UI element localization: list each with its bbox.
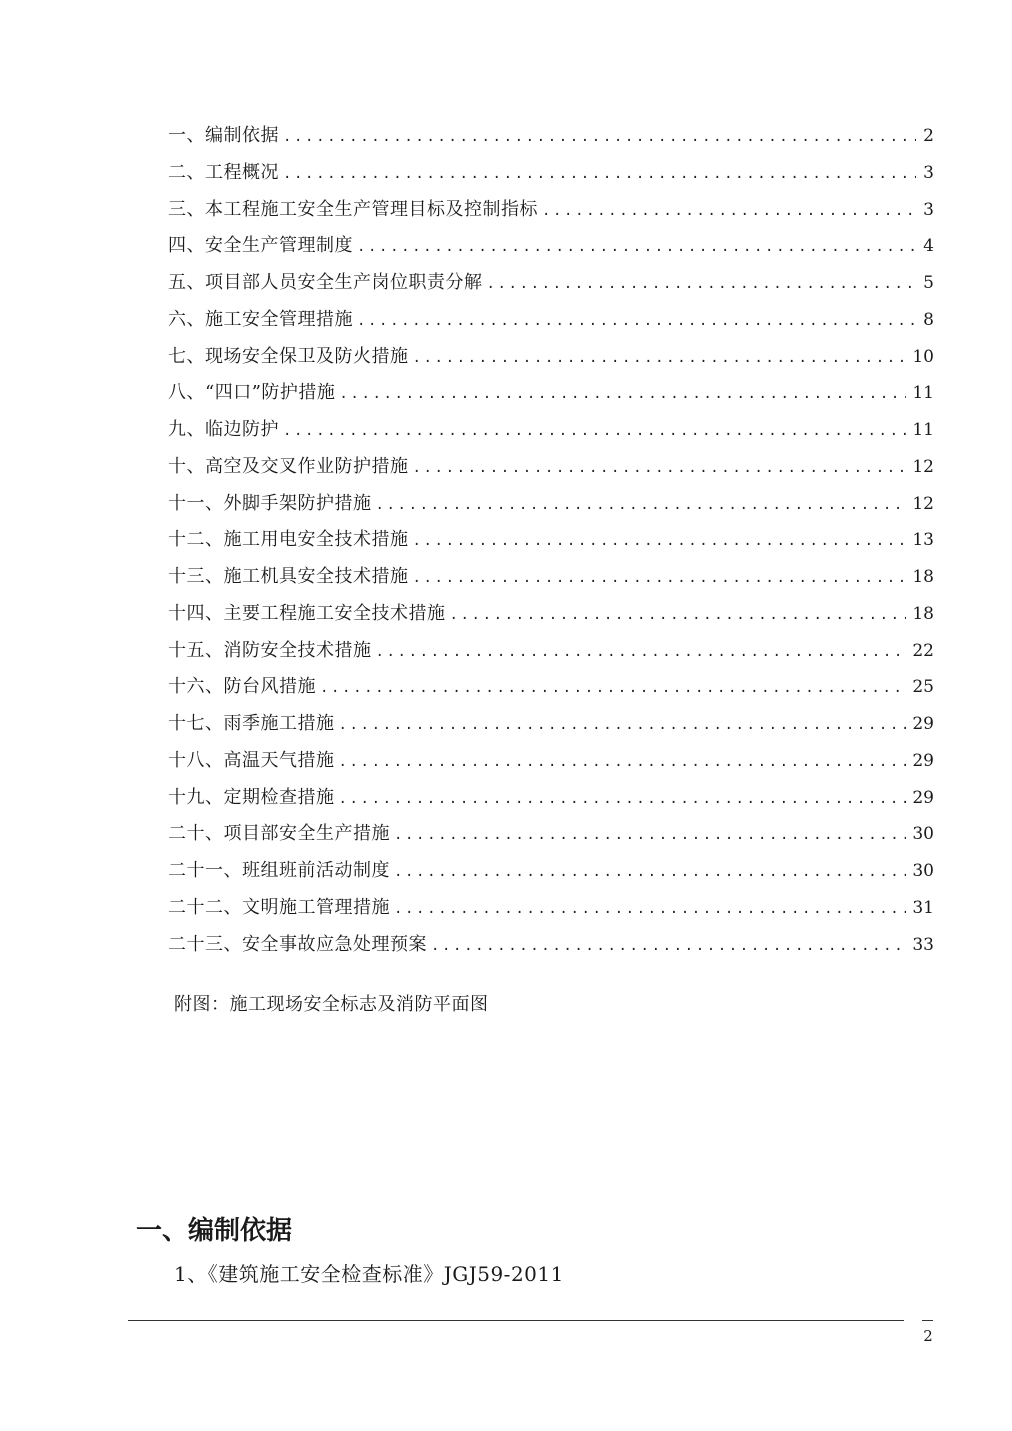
toc-entry-title: 六、施工安全管理措施 [168,308,353,330]
toc-dot-leader [394,817,906,854]
toc-dot-leader [431,928,906,965]
toc-entry[interactable] [168,669,934,706]
toc-entry-title: 十五、消防安全技术措施 [168,639,372,661]
toc-entry[interactable] [168,853,934,890]
toc-entry-page: 29 [912,787,934,808]
toc-entry-page: 11 [912,383,934,404]
toc-entry[interactable] [168,816,934,853]
toc-dot-leader [413,450,907,487]
toc-entry-title: 四、安全生产管理制度 [168,235,353,257]
toc-entry-title: 七、现场安全保卫及防火措施 [168,345,409,367]
toc-dot-leader [413,560,907,597]
toc-entry-title: 二十、项目部安全生产措施 [168,823,390,845]
toc-entry-title: 八、“四口”防护措施 [168,382,336,404]
footer-tick [922,1320,933,1321]
toc-dot-leader [450,597,907,634]
toc-entry-page: 3 [923,199,934,220]
toc-entry-page: 5 [923,273,934,293]
toc-dot-leader [283,413,906,450]
toc-entry-page: 12 [912,456,934,477]
toc-entry-title: 十八、高温天气措施 [168,749,335,771]
toc-entry-title: 十一、外脚手架防护措施 [168,492,372,514]
toc-dot-leader [357,303,916,340]
toc-entry-page: 30 [912,861,934,881]
toc-entry-page: 2 [923,126,934,146]
toc-entry[interactable] [168,743,934,780]
toc-dot-leader [394,891,906,928]
toc-dot-leader [487,266,917,303]
toc-entry-title: 五、项目部人员安全生产岗位职责分解 [168,272,483,293]
toc-entry[interactable] [168,302,934,339]
toc-entry-title: 二十一、班组班前活动制度 [168,860,390,881]
toc-entry-page: 10 [912,346,934,367]
toc-entry-title: 二、工程概况 [168,161,279,183]
toc-entry-page: 11 [912,420,934,440]
toc-entry[interactable] [168,412,934,449]
toc-dot-leader [413,523,907,560]
toc-entry-title: 二十二、文明施工管理措施 [168,896,390,918]
toc-entry[interactable] [168,375,934,412]
toc-entry-page: 31 [912,897,934,918]
toc-entry-title: 一、编制依据 [168,125,279,146]
toc-entry-title: 九、临边防护 [168,419,279,440]
section-heading: 一、编制依据 [136,1216,293,1246]
toc-entry[interactable] [168,890,934,927]
toc-entry-page: 30 [912,824,934,845]
toc-dot-leader [542,193,916,230]
toc-entry-title: 十六、防台风措施 [168,676,316,698]
toc-entry-page: 3 [923,162,934,183]
toc-entry[interactable] [168,706,934,743]
toc-entry[interactable] [168,927,934,964]
toc-dot-leader [320,670,906,707]
toc-entry-page: 8 [923,309,934,330]
toc-entry[interactable] [168,633,934,670]
toc-entry[interactable] [168,449,934,486]
toc-entry-page: 29 [912,714,934,734]
toc-entry-title: 十九、定期检查措施 [168,786,335,808]
toc-entry[interactable] [168,228,934,265]
toc-dot-leader [339,781,907,818]
toc-entry-title: 十三、施工机具安全技术措施 [168,566,409,587]
toc-dot-leader [376,487,907,524]
toc-entry-page: 29 [912,750,934,771]
footer-rule [128,1320,904,1321]
toc-entry[interactable] [168,265,934,302]
toc-entry-page: 33 [912,934,934,955]
toc-entry-title: 十、高空及交叉作业防护措施 [168,455,409,477]
toc-entry[interactable] [168,192,934,229]
toc-entry[interactable] [168,559,934,596]
toc-entry-page: 4 [923,236,934,257]
toc-dot-leader [339,707,907,744]
toc-dot-leader [376,634,907,671]
toc-entry[interactable] [168,596,934,633]
toc-entry-page: 22 [912,640,934,661]
toc-dot-leader [283,156,916,193]
toc-entry-title: 十七、雨季施工措施 [168,713,335,734]
toc-dot-leader [357,229,916,266]
toc-entry-page: 13 [912,530,934,551]
toc-entry-title: 三、本工程施工安全生产管理目标及控制指标 [168,198,538,220]
toc-dot-leader [413,340,907,377]
toc-entry[interactable] [168,522,934,559]
toc-entry-title: 二十三、安全事故应急处理预案 [168,933,427,955]
toc-entry-page: 25 [912,677,934,698]
toc-entry-title: 十四、主要工程施工安全技术措施 [168,602,446,624]
toc-entry[interactable] [168,780,934,817]
reference-standard-item: 1、《建筑施工安全检查标准》JGJ59-2011 [174,1262,564,1286]
footer-page-number: 2 [923,1327,933,1345]
toc-entry[interactable] [168,486,934,523]
toc-dot-leader [394,854,906,891]
toc-dot-leader [339,744,907,781]
toc-appendix-note: 附图：施工现场安全标志及消防平面图 [174,994,489,1015]
table-of-contents [168,118,934,963]
toc-dot-leader [283,119,916,156]
toc-entry-page: 18 [912,567,934,587]
toc-entry-title: 十二、施工用电安全技术措施 [168,529,409,551]
toc-entry[interactable] [168,118,934,155]
toc-entry[interactable] [168,339,934,376]
toc-entry-page: 12 [912,493,934,514]
toc-entry[interactable] [168,155,934,192]
toc-entry-page: 18 [912,603,934,624]
toc-dot-leader [339,376,906,413]
